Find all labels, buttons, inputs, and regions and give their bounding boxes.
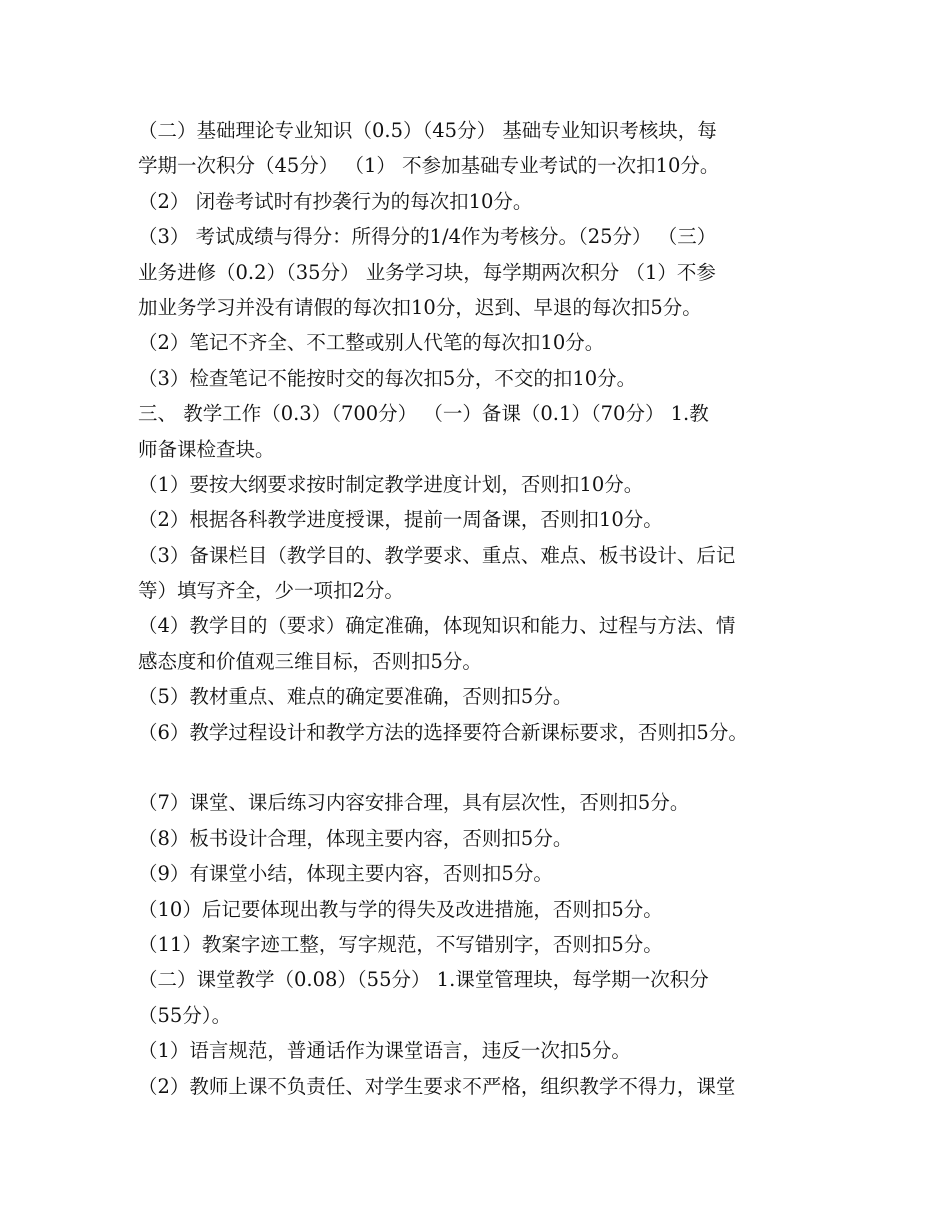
text-line: （3） 考试成绩与得分：所得分的1/4作为考核分。（25分） （三）	[138, 225, 717, 249]
text-line: （10）后记要体现出教与学的得失及改进措施，否则扣5分。	[138, 897, 663, 921]
text-line: （1）语言规范，普通话作为课堂语言，违反一次扣5分。	[138, 1039, 631, 1063]
text-line: （2）笔记不齐全、不工整或别人代笔的每次扣10分。	[138, 331, 605, 355]
section-heading-line: 三、 教学工作（0.3）（700分） （一）备课（0.1）（70分） 1.教	[138, 402, 709, 426]
text-line: （9）有课堂小结，体现主要内容，否则扣5分。	[138, 862, 553, 886]
text-line: （6）教学过程设计和教学方法的选择要符合新课标要求，否则扣5分。	[138, 720, 748, 744]
text-line: （11）教案字迹工整，写字规范，不写错别字，否则扣5分。	[138, 932, 663, 956]
text-line: （55分）。	[138, 1003, 232, 1027]
text-line: （4）教学目的（要求）确定准确，体现知识和能力、过程与方法、情	[138, 614, 736, 638]
blank-line	[138, 750, 838, 785]
text-line: （1）要按大纲要求按时制定教学进度计划，否则扣10分。	[138, 472, 644, 496]
text-line: 加业务学习并没有请假的每次扣10分，迟到、早退的每次扣5分。	[138, 295, 702, 319]
text-line: （2）教师上课不负责任、对学生要求不严格，组织教学不得力，课堂	[138, 1074, 736, 1098]
text-line: （5）教材重点、难点的确定要准确，否则扣5分。	[138, 685, 573, 709]
text-line: （8）板书设计合理，体现主要内容，否则扣5分。	[138, 826, 573, 850]
text-line: （2） 闭卷考试时有抄袭行为的每次扣10分。	[138, 189, 533, 213]
text-line: （二）基础理论专业知识（0.5）（45分） 基础专业知识考核块，每	[138, 119, 717, 142]
text-line: （3）备课栏目（教学目的、教学要求、重点、难点、板书设计、后记	[138, 543, 736, 567]
text-line: （2）根据各科教学进度授课，提前一周备课，否则扣10分。	[138, 508, 663, 532]
text-line: （二）课堂教学（0.08）（55分） 1.课堂管理块，每学期一次积分	[138, 968, 709, 992]
text-line: （3）检查笔记不能按时交的每次扣5分，不交的扣10分。	[138, 366, 637, 390]
text-line: （7）课堂、课后练习内容安排合理，具有层次性，否则扣5分。	[138, 791, 690, 815]
document-body	[138, 113, 838, 1104]
text-line: 师备课检查块。	[138, 437, 275, 461]
text-line: 学期一次积分（45分） （1） 不参加基础专业考试的一次扣10分。	[138, 154, 720, 178]
text-line: 感态度和价值观三维目标，否则扣5分。	[138, 649, 482, 673]
text-line: 业务进修（0.2）（35分） 业务学习块，每学期两次积分 （1）不参	[138, 260, 716, 284]
text-line: 等）填写齐全，少一项扣2分。	[138, 579, 404, 603]
